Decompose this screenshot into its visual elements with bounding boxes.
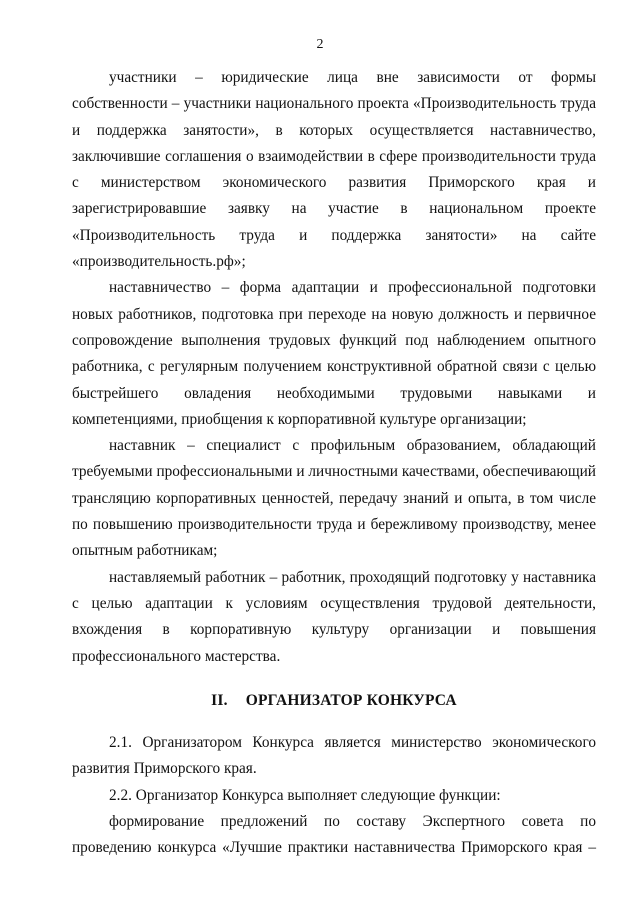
definition-participants — [72, 65, 596, 275]
clause-2-1 — [72, 730, 596, 783]
text-line: 2.1. Организатором Конкурса является министерство экономического — [109, 734, 596, 752]
clause-2-2 — [72, 783, 596, 809]
text-line: «Производительность труда и поддержка занятости» на сайте — [72, 226, 596, 244]
text-line: развития Приморского края. — [72, 760, 257, 778]
text-line: по повышению производительности труда и бережливому производству, менее — [72, 516, 596, 534]
text-line: и поддержка занятости», в которых осуществляется наставничество, — [72, 121, 596, 139]
text-line: трансляцию корпоративных ценностей, передачу знаний и опыта, в том числе — [72, 489, 596, 507]
text-line: проведению конкурса «Лучшие практики наставничества Приморского края – — [72, 839, 596, 857]
text-line: 2.2. Организатор Конкурса выполняет следующие функции: — [109, 786, 501, 804]
text-line: новых работников, подготовка при переходе на новую должность и первичное — [72, 305, 596, 323]
text-line: требуемыми профессиональными и личностными качествами, обеспечивающий — [72, 463, 596, 481]
text-line: с министерством экономического развития Приморского края и — [72, 174, 596, 192]
section-title: ОРГАНИЗАТОР КОНКУРСА — [245, 691, 457, 709]
text-line: наставляемый работник – работник, проходящий подготовку у наставника — [109, 568, 596, 586]
text-line: опытным работникам; — [72, 542, 218, 560]
text-line: быстрейшего овладения необходимыми трудовыми навыками и — [72, 384, 596, 402]
definition-mentee — [72, 565, 596, 670]
section-heading — [72, 688, 596, 714]
text-line: наставничество – форма адаптации и профессиональной подготовки — [109, 279, 596, 297]
document-body — [72, 65, 596, 862]
text-line: работника, с регулярным получением конструктивной обратной связи с целью — [72, 358, 596, 376]
text-line: участники – юридические лица вне зависимости от формы — [109, 69, 596, 86]
text-line: зарегистрировавшие заявку на участие в национальном проекте — [72, 200, 596, 218]
text-line: сопровождение выполнения трудовых функций под наблюдением опытного — [72, 331, 596, 349]
text-line: заключившие соглашения о взаимодействии в сфере производительности труда — [72, 147, 596, 165]
text-line: «производительность.рф»; — [72, 253, 246, 271]
text-line: вхождения в корпоративную культуру организации и повышения — [72, 621, 596, 639]
text-line: компетенциями, приобщения к корпоративной культуре организации; — [72, 410, 527, 428]
definition-mentor — [72, 433, 596, 564]
section-number: II. — [211, 691, 228, 709]
text-line: наставник – специалист с профильным образованием, обладающий — [109, 437, 596, 455]
page-number: 2 — [316, 37, 324, 52]
text-line: профессионального мастерства. — [72, 647, 281, 665]
text-line: собственности – участники национального проекта «Производительность труда — [72, 95, 596, 113]
definition-mentoring — [72, 275, 596, 433]
text-line: с целью адаптации к условиям осуществления трудовой деятельности, — [72, 594, 596, 612]
text-line: формирование предложений по составу Экспертного совета по — [109, 813, 596, 831]
function-item — [72, 809, 596, 862]
